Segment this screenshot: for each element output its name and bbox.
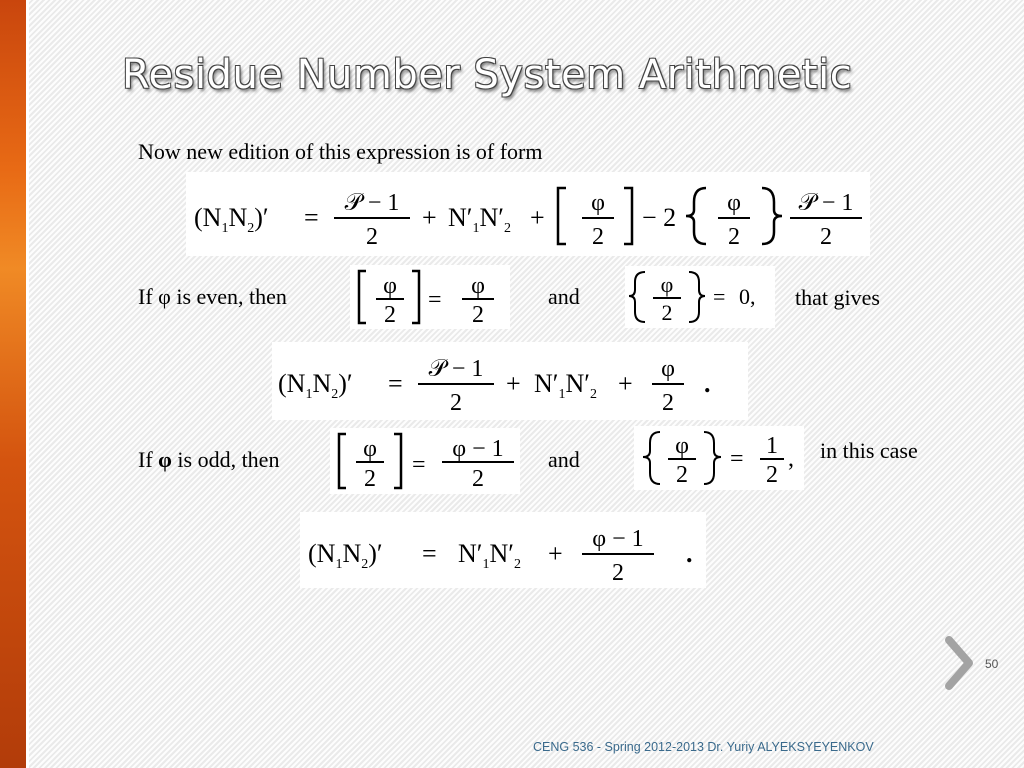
svg-text:,: ,: [788, 446, 794, 472]
svg-text:2: 2: [384, 302, 396, 328]
page-number: 50: [985, 657, 999, 671]
intro-text: Now new edition of this expression is of form: [138, 139, 543, 164]
svg-text:(N1N2)′: $(N_1N_2)'$: [308, 539, 383, 572]
svg-text:φ: φ: [591, 190, 605, 216]
svg-text:φ: φ: [471, 273, 485, 299]
svg-text:𝒫 − 1: 𝒫 − 1: [344, 190, 400, 216]
svg-text:2: 2: [820, 224, 832, 250]
footer-text: CENG 536 - Spring 2012-2013 Dr. Yuriy ALYEKSYEYENKOV: [533, 740, 874, 754]
svg-text:1: 1: [766, 433, 778, 459]
svg-text:2: 2: [676, 462, 688, 488]
svg-text:N′1N′2: $N'_1N'_2$: [448, 203, 511, 236]
svg-text:(N1N2)′: $(N_1N_2)'$: [194, 203, 269, 236]
svg-text:.: .: [704, 369, 711, 398]
left-accent-bar: [0, 0, 26, 768]
svg-text:2: 2: [450, 390, 462, 416]
svg-text:− 2: − 2: [642, 203, 677, 232]
svg-text:φ: φ: [660, 272, 674, 297]
svg-text:(N1N2)′: $(N_1N_2)'$: [278, 369, 353, 402]
odd-result-text: in this case: [820, 438, 918, 463]
svg-text:2: 2: [661, 300, 673, 325]
svg-text:.: .: [686, 539, 693, 568]
svg-text:=: =: [388, 369, 403, 398]
svg-text:φ: φ: [661, 356, 675, 382]
svg-text:2: 2: [472, 302, 484, 328]
svg-text:+: +: [548, 539, 563, 568]
svg-text:+: +: [506, 369, 521, 398]
svg-text:=: =: [428, 287, 442, 313]
svg-text:=: =: [412, 452, 426, 478]
formula-odd-result: [300, 512, 706, 588]
svg-text:=: =: [730, 446, 744, 472]
svg-text:φ − 1: φ − 1: [452, 436, 504, 462]
svg-text:2: 2: [612, 560, 624, 586]
even-and-text: and: [548, 284, 580, 309]
chevron-right-icon[interactable]: [944, 636, 974, 690]
formula-even-floor: [350, 265, 510, 329]
svg-text:N′1N′2: $N'_1N'_2$: [458, 539, 521, 572]
svg-text:φ: φ: [727, 190, 741, 216]
svg-text:2: 2: [662, 390, 674, 416]
svg-text:𝒫 − 1: 𝒫 − 1: [798, 190, 854, 216]
svg-text:+: +: [422, 203, 437, 232]
slide-title: Residue Number System Arithmetic: [122, 52, 853, 98]
svg-text:𝒫 − 1: 𝒫 − 1: [428, 356, 484, 382]
even-result-text: that gives: [795, 285, 880, 310]
svg-text:=: =: [713, 284, 726, 309]
svg-text:2: 2: [592, 224, 604, 250]
formula-general: [186, 172, 870, 256]
svg-text:φ − 1: φ − 1: [592, 526, 644, 552]
svg-text:φ: φ: [675, 433, 689, 459]
svg-text:N′1N′2: $N'_1N'_2$: [534, 369, 597, 402]
svg-text:+: +: [530, 203, 545, 232]
svg-text:2: 2: [728, 224, 740, 250]
svg-text:=: =: [422, 539, 437, 568]
svg-text:φ: φ: [383, 273, 397, 299]
svg-text:2: 2: [366, 224, 378, 250]
odd-case-text: If φ is odd, then: [138, 447, 280, 472]
svg-text:0,: 0,: [739, 284, 756, 309]
formula-odd-floor: [330, 428, 520, 494]
formula-even-frac: [625, 266, 775, 328]
svg-text:φ: φ: [363, 436, 377, 462]
svg-text:=: =: [304, 203, 319, 232]
formula-even-result: [272, 342, 748, 420]
svg-text:2: 2: [766, 462, 778, 488]
formula-odd-frac: [634, 426, 804, 490]
odd-and-text: and: [548, 447, 580, 472]
svg-text:2: 2: [364, 466, 376, 492]
left-accent-divider: [26, 0, 29, 768]
svg-text:+: +: [618, 369, 633, 398]
even-case-text: If φ is even, then: [138, 284, 287, 309]
svg-text:2: 2: [472, 466, 484, 492]
